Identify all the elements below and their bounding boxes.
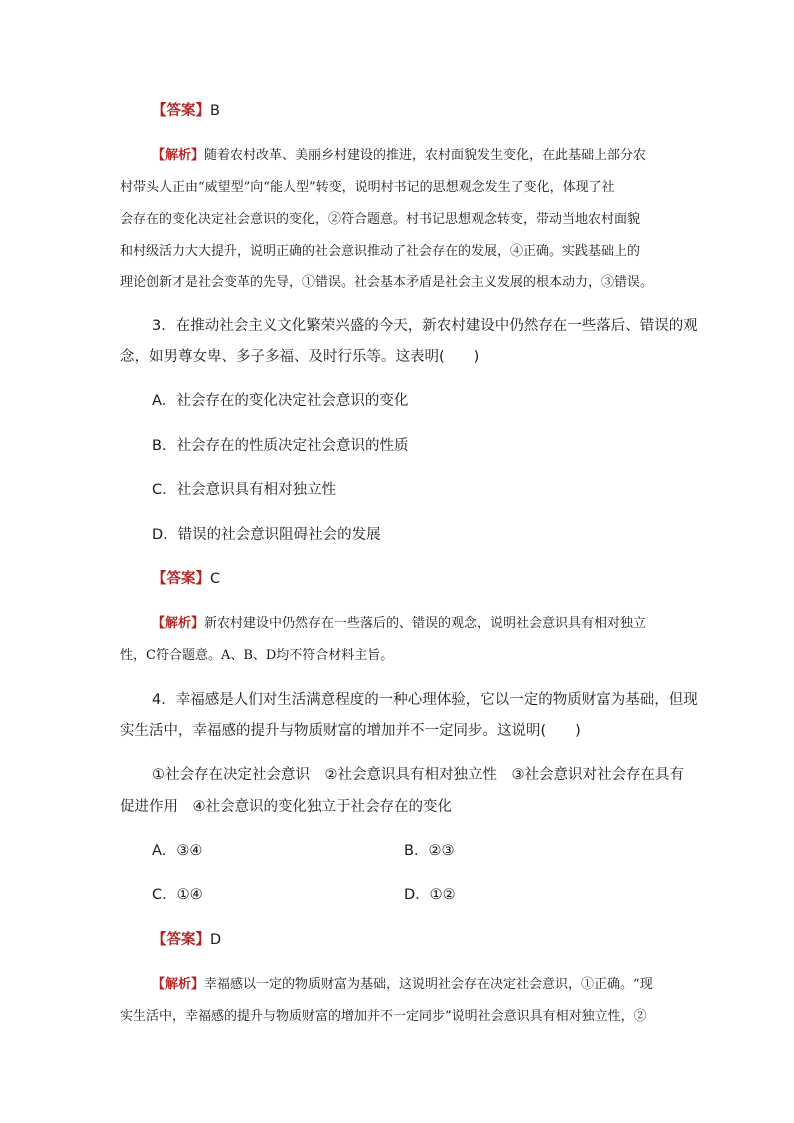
analysis-line: 和村级活力大大提升，说明正确的社会意识推动了社会存在的发展，④正确。实践基础上的 — [120, 244, 641, 259]
question-stem: 3．在推动社会主义文化繁荣兴盛的今天，新农村建设中仍然存在一些落后、错误的观 — [152, 318, 698, 334]
answer-tag: 【答案】 — [152, 932, 210, 948]
statements-line: 促进作用 ④社会意识的变化独立于社会存在的变化 — [120, 799, 452, 815]
analysis-tag: 【解析】 — [152, 977, 205, 992]
option-d: D．①② — [404, 887, 456, 903]
answer-line — [152, 569, 220, 589]
analysis-line: 【解析】新农村建设中仍然存在一些落后的、错误的观念，说明社会意识具有相对独立 — [152, 616, 647, 631]
answer-line — [152, 101, 220, 121]
option-b: B．②③ — [404, 843, 455, 859]
option-a: A．社会存在的变化决定社会意识的变化 — [152, 393, 409, 409]
analysis-line: 会存在的变化决定社会意识的变化，②符合题意。村书记思想观念转变，带动当地农村面貌 — [120, 212, 641, 227]
option-c: C．社会意识具有相对独立性 — [152, 482, 337, 498]
option-c: C．①④ — [152, 887, 203, 903]
answer-tag: 【答案】 — [152, 103, 210, 119]
question-stem: 4．幸福感是人们对生活满意程度的一种心理体验，它以一定的物质财富为基础，但现 — [152, 692, 698, 708]
question-stem: 念，如男尊女卑、多子多福、及时行乐等。这表明( ) — [120, 349, 480, 365]
option-a: A．③④ — [152, 843, 203, 859]
answer-value: D — [210, 932, 222, 948]
analysis-line: 性，C符合题意。A、B、D均不符合材料主旨。 — [120, 648, 394, 663]
option-b: B．社会存在的性质决定社会意识的性质 — [152, 438, 409, 454]
statements-line: ①社会存在决定社会意识 ②社会意识具有相对独立性 ③社会意识对社会存在具有 — [152, 767, 684, 783]
analysis-line: 【解析】幸福感以一定的物质财富为基础，这说明社会存在决定社会意识，①正确。“现 — [152, 977, 653, 992]
analysis-line: 村带头人正由“威望型”向“能人型”转变，说明村书记的思想观念发生了变化，体现了社 — [120, 180, 615, 195]
answer-tag: 【答案】 — [152, 571, 210, 587]
option-d: D．错误的社会意识阻碍社会的发展 — [152, 527, 381, 543]
answer-value: C — [210, 571, 221, 587]
question-stem: 实生活中，幸福感的提升与物质财富的增加并不一定同步。这说明( ) — [120, 723, 581, 739]
analysis-line: 【解析】随着农村改革、美丽乡村建设的推进，农村面貌发生变化，在此基础上部分农 — [152, 148, 647, 163]
answer-line — [152, 930, 221, 950]
answer-value: B — [210, 103, 220, 119]
analysis-line: 实生活中，幸福感的提升与物质财富的增加并不一定同步”说明社会意识具有相对独立性，② — [120, 1009, 647, 1024]
analysis-tag: 【解析】 — [152, 616, 205, 631]
analysis-tag: 【解析】 — [152, 148, 205, 163]
analysis-line: 理论创新才是社会变革的先导，①错误。社会基本矛盾是社会主义发展的根本动力，③错误。 — [120, 275, 654, 290]
